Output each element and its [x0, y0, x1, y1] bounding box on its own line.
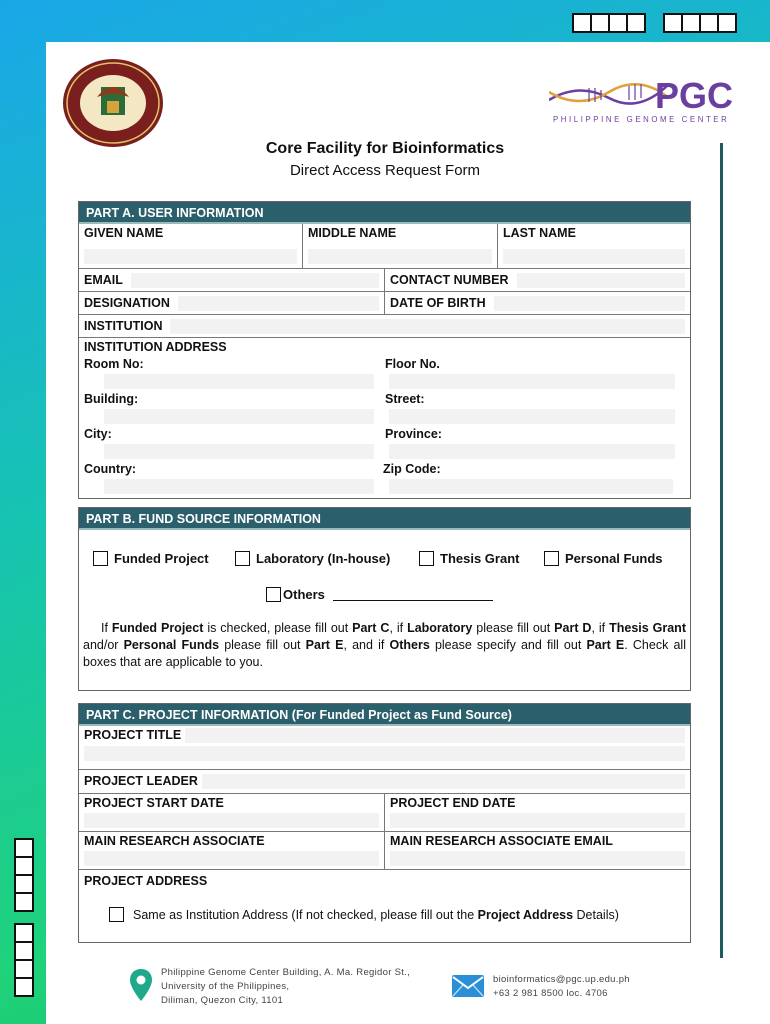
- personal-funds-label: Personal Funds: [565, 551, 663, 566]
- form-title: Core Facility for Bioinformatics: [265, 140, 505, 157]
- main-research-associate-label: MAIN RESEARCH ASSOCIATE: [84, 834, 265, 848]
- email-field[interactable]: [131, 273, 379, 288]
- institution-label: INSTITUTION: [84, 318, 163, 333]
- city-item: [84, 427, 374, 459]
- given-name-label: GIVEN NAME: [84, 226, 164, 240]
- project-leader-row: [79, 770, 690, 794]
- room-no-item: [84, 357, 374, 389]
- date-of-birth-label: DATE OF BIRTH: [390, 295, 486, 310]
- footer-contact: [493, 973, 630, 1001]
- contact-number-label: CONTACT NUMBER: [390, 272, 509, 287]
- project-start-date-label: PROJECT START DATE: [84, 796, 224, 810]
- project-leader-label: PROJECT LEADER: [84, 774, 198, 788]
- province-field[interactable]: [389, 444, 675, 459]
- registration-boxes-left-lower: [14, 923, 34, 995]
- zip-code-label: Zip Code:: [383, 462, 441, 476]
- others-specify-line[interactable]: [333, 589, 493, 601]
- institution-row: [79, 315, 690, 338]
- thesis-grant-option[interactable]: [419, 551, 519, 566]
- same-as-institution-option[interactable]: [109, 907, 685, 922]
- street-label: Street:: [385, 392, 425, 406]
- project-title-cell: [79, 726, 690, 769]
- project-address-row: [79, 870, 690, 942]
- part-c-heading: PART C. PROJECT INFORMATION (For Funded Project as Fund Source): [79, 704, 690, 726]
- others-checkbox[interactable]: [266, 587, 281, 602]
- project-title-row: [79, 726, 690, 770]
- funded-project-option[interactable]: [93, 551, 209, 566]
- last-name-field[interactable]: [503, 249, 685, 264]
- building-label: Building:: [84, 392, 139, 406]
- designation-cell: [79, 292, 385, 314]
- laboratory-label: Laboratory (In-house): [256, 551, 391, 566]
- thesis-grant-label: Thesis Grant: [440, 551, 520, 566]
- email-row: [79, 269, 690, 292]
- building-item: [84, 392, 374, 424]
- country-item: [84, 462, 374, 494]
- room-no-field[interactable]: [104, 374, 374, 389]
- address-grid: [84, 355, 685, 515]
- laboratory-checkbox[interactable]: [235, 551, 250, 566]
- footer-address-line3: Diliman, Quezon City, 1101: [161, 995, 284, 1006]
- pgc-logo-letters: PGC: [655, 75, 734, 116]
- page-divider-line: [720, 143, 723, 958]
- zip-code-field[interactable]: [389, 479, 673, 494]
- fund-source-note: If Funded Project is checked, please fill out Part C, if Laboratory please fill out Part D, if Thesis Grant and/or Personal Funds please fill out Part E, and if Others please specify and fill out Part E. Check all boxes that are applicable to you.: [83, 621, 686, 669]
- registration-boxes-top-right: [663, 13, 735, 33]
- funded-project-checkbox[interactable]: [93, 551, 108, 566]
- room-no-label: Room No:: [84, 357, 144, 371]
- project-address-cell: [79, 870, 690, 942]
- designation-row: [79, 292, 690, 315]
- contact-cell: [385, 269, 690, 291]
- part-c-section: [78, 703, 691, 943]
- building-field[interactable]: [104, 409, 374, 424]
- personal-funds-option[interactable]: [544, 551, 663, 566]
- footer-phone: +63 2 981 8500 loc. 4706: [493, 988, 608, 999]
- main-research-associate-email-field[interactable]: [390, 851, 685, 866]
- middle-name-label: MIDDLE NAME: [308, 226, 397, 240]
- name-row: [79, 224, 690, 269]
- project-leader-field[interactable]: [202, 774, 685, 789]
- institution-cell: [79, 315, 690, 337]
- designation-label: DESIGNATION: [84, 295, 170, 310]
- country-field[interactable]: [104, 479, 374, 494]
- same-as-institution-checkbox[interactable]: [109, 907, 124, 922]
- main-research-associate-field[interactable]: [84, 851, 379, 866]
- footer-address: [161, 966, 410, 1008]
- email-cell: [79, 269, 385, 291]
- main-research-associate-email-label: MAIN RESEARCH ASSOCIATE EMAIL: [390, 834, 613, 848]
- project-title-label: PROJECT TITLE: [84, 728, 182, 742]
- same-as-institution-text: Same as Institution Address (If not checked, please fill out the Project Address Details): [133, 907, 619, 922]
- project-start-cell: [79, 794, 385, 831]
- project-start-date-field[interactable]: [84, 813, 379, 828]
- contact-number-field[interactable]: [517, 273, 685, 288]
- others-label: Others: [283, 587, 325, 602]
- location-pin-icon: [128, 968, 154, 1007]
- street-field[interactable]: [389, 409, 675, 424]
- project-title-field[interactable]: [185, 728, 685, 743]
- part-a-heading: PART A. USER INFORMATION: [79, 202, 690, 224]
- floor-no-item: [385, 357, 675, 389]
- institution-field[interactable]: [170, 319, 685, 334]
- middle-name-cell: [303, 224, 498, 268]
- mail-icon: [451, 974, 485, 1003]
- part-b-heading: PART B. FUND SOURCE INFORMATION: [79, 508, 690, 530]
- research-associate-cell: [79, 832, 385, 869]
- up-seal-logo: [61, 57, 165, 149]
- project-dates-row: [79, 794, 690, 832]
- footer-email[interactable]: bioinformatics@pgc.up.edu.ph: [493, 974, 630, 985]
- part-a-section: [78, 201, 691, 499]
- footer-address-line1: Philippine Genome Center Building, A. Ma. Regidor St.,: [161, 967, 411, 978]
- designation-field[interactable]: [178, 296, 379, 311]
- registration-boxes-left-upper: [14, 838, 34, 910]
- project-address-label: PROJECT ADDRESS: [84, 874, 208, 888]
- country-label: Country:: [84, 462, 137, 476]
- dob-cell: [385, 292, 690, 314]
- research-associate-row: [79, 832, 690, 870]
- institution-address-row: [79, 338, 690, 498]
- project-end-cell: [385, 794, 690, 831]
- part-b-section: [78, 507, 691, 691]
- street-item: [385, 392, 675, 424]
- city-field[interactable]: [104, 444, 374, 459]
- laboratory-option[interactable]: [235, 551, 390, 566]
- city-label: City:: [84, 427, 112, 441]
- pgc-logo-tagline: PHILIPPINE GENOME CENTER: [553, 115, 730, 124]
- project-end-date-label: PROJECT END DATE: [390, 796, 516, 810]
- institution-address-label: INSTITUTION ADDRESS: [84, 340, 227, 354]
- floor-no-label: Floor No.: [385, 357, 440, 371]
- institution-address-cell: [79, 338, 690, 498]
- project-end-date-field[interactable]: [390, 813, 685, 828]
- province-item: [385, 427, 675, 459]
- others-option[interactable]: [266, 587, 493, 602]
- footer-address-line2: University of the Philippines,: [161, 981, 290, 992]
- email-label: EMAIL: [84, 272, 123, 287]
- form-subtitle: Direct Access Request Form: [289, 162, 481, 179]
- middle-name-field[interactable]: [308, 249, 492, 264]
- project-title-field-line2[interactable]: [84, 746, 685, 761]
- floor-no-field[interactable]: [389, 374, 675, 389]
- research-associate-email-cell: [385, 832, 690, 869]
- province-label: Province:: [385, 427, 442, 441]
- last-name-cell: [498, 224, 690, 268]
- last-name-label: LAST NAME: [503, 226, 576, 240]
- date-of-birth-field[interactable]: [494, 296, 685, 311]
- registration-boxes-top-left: [572, 13, 644, 33]
- project-leader-cell: [79, 770, 690, 793]
- personal-funds-checkbox[interactable]: [544, 551, 559, 566]
- thesis-grant-checkbox[interactable]: [419, 551, 434, 566]
- given-name-cell: [79, 224, 303, 268]
- given-name-field[interactable]: [84, 249, 297, 264]
- zip-code-item: [383, 462, 673, 494]
- pgc-logo: [549, 62, 739, 126]
- funded-project-label: Funded Project: [114, 551, 209, 566]
